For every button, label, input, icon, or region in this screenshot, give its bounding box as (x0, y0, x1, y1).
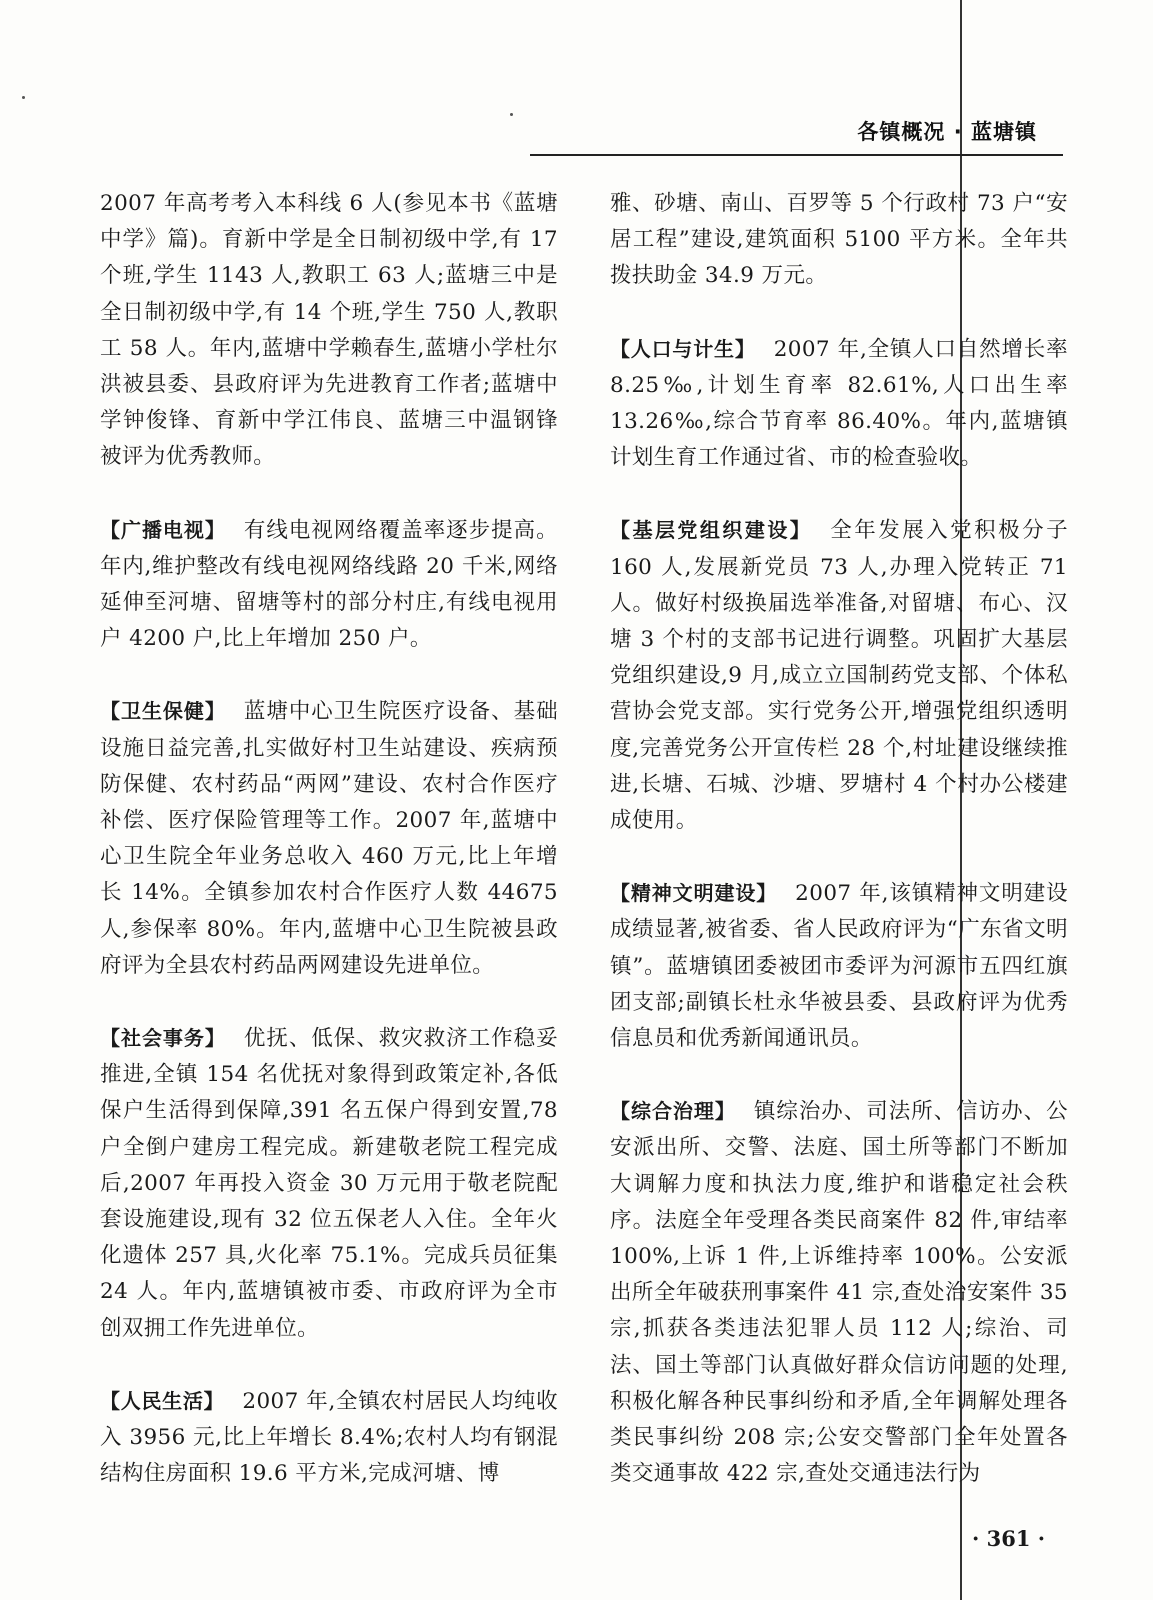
paragraph-text: 蓝塘中心卫生院医疗设备、基础设施日益完善,扎实做好村卫生站建设、疾病预防保健、农村药品“两网”建设、农村合作医疗补偿、医疗保险管理等工作。2007 年,蓝塘中心卫生院全年业务总收入 460 万元,比上年增长 14%。全镇参加农村合作医疗人数 44675 人,参保率 80%。年内,蓝塘中心卫生院被县政府评为全县农村药品两网建设先进单位。 (100, 699, 558, 978)
paragraph-people-living (100, 1383, 558, 1493)
page-number: · 361 · (972, 1526, 1046, 1551)
left-column (100, 186, 558, 1493)
section-heading: 【基层党组织建设】 (610, 518, 813, 543)
paragraph-text: 镇综治办、司法所、信访办、公安派出所、交警、法庭、国土所等部门不断加大调解力度和执法力度,维护和谐稳定社会秩序。法庭全年受理各类民商案件 82 件,审结率 100%,上诉 1 件,上诉维持率 100%。公安派出所全年破获刑事案件 41 宗,查处治安案件 35 宗,抓获各类违法犯罪人员 112 人;综治、司法、国土等部门认真做好群众信访问题的处理,积极化解各种民事纠纷和矛盾,全年调解处理各类民事纠纷 208 宗;公安交警部门全年处置各类交通事故 422 宗,查处交通违法行为 (610, 1099, 1068, 1487)
paragraph-text: 全年发展入党积极分子 160 人,发展新党员 73 人,办理入党转正 71 人。做好村级换届选举准备,对留塘、布心、汉塘 3 个村的支部书记进行调整。巩固扩大基层党组织建设,9 月,成立立国制药党支部、个体私营协会党支部。实行党务公开,增强党组织透明度,完善党务公开宣传栏 28 个,村址建设继续推进,长塘、石城、沙塘、罗塘村 4 个村办公楼建成使用。 (610, 518, 1068, 834)
scan-speck (510, 113, 513, 116)
paragraph-housing-continued (610, 186, 1068, 295)
section-heading: 【精神文明建设】 (610, 881, 778, 906)
section-heading: 【人口与计生】 (610, 336, 756, 361)
paragraph-health-care (100, 693, 558, 984)
header-title: 各镇概况 · 蓝塘镇 (857, 120, 1037, 144)
paragraph-text: 有线电视网络覆盖率逐步提高。年内,维护整改有线电视网络线路 20 千米,网络延伸至河塘、留塘等村的部分村庄,有线电视用户 4200 户,比上年增加 250 户。 (100, 517, 558, 652)
paragraph-text: 优抚、低保、救灾救济工作稳妥推进,全镇 154 名优抚对象得到政策定补,各低保户生活得到保障,391 名五保户得到安置,78 户全倒户建房工程完成。新建敬老院工程完成后,2007 年再投入资金 30 万元用于敬老院配套设施建设,现有 32 位五保老人入住。全年火化遗体 257 具,火化率 75.1%。完成兵员征集 24 人。年内,蓝塘镇被市委、市政府评为全市创双拥工作先进单位。 (100, 1026, 558, 1341)
section-heading: 【卫生保健】 (100, 699, 226, 724)
paragraph-text: 雅、砂塘、南山、百罗等 5 个行政村 73 户“安居工程”建设,建筑面积 5100 平方米。全年共拨扶助金 34.9 万元。 (610, 191, 1068, 289)
right-column (610, 186, 1068, 1493)
paragraph-party-building (610, 512, 1068, 839)
paragraph-text: 2007 年,该镇精神文明建设成绩显著,被省委、省人民政府评为“广东省文明镇”。蓝塘镇团委被团市委评为河源市五四红旗团支部;副镇长杜永华被县委、县政府评为优秀信息员和优秀新闻通讯员。 (610, 881, 1069, 1052)
section-heading: 【综合治理】 (610, 1099, 736, 1124)
paragraph-social-affairs (100, 1020, 558, 1347)
paragraph-broadcast-tv (100, 512, 558, 658)
paragraph-spiritual-civilization (610, 875, 1068, 1057)
section-heading: 【人民生活】 (100, 1388, 225, 1413)
paragraph-text: 2007 年,全镇农村居民人均纯收入 3956 元,比上年增长 8.4%;农村人均有钢混结构住房面积 19.6 平方米,完成河塘、博 (100, 1388, 558, 1487)
paragraph-comprehensive-governance (610, 1093, 1068, 1492)
running-header (530, 108, 1063, 156)
scan-speck (22, 96, 25, 99)
paragraph-text: 2007 年,全镇人口自然增长率 8.25‰,计划生育率 82.61%,人口出生率 13.26‰,综合节育率 86.40%。年内,蓝塘镇计划生育工作通过省、市的检查验收。 (610, 336, 1068, 471)
paragraph-population-planning (610, 331, 1068, 477)
section-heading: 【广播电视】 (100, 517, 226, 542)
section-heading: 【社会事务】 (100, 1026, 226, 1051)
paragraph-education (100, 186, 558, 476)
paragraph-text: 2007 年高考考入本科线 6 人(参见本书《蓝塘中学》篇)。育新中学是全日制初级中学,有 17 个班,学生 1143 人,教职工 63 人;蓝塘三中是全日制初级中学,有 14 个班,学生 750 人,教职工 58 人。年内,蓝塘中学赖春生,蓝塘小学杜尔洪被县委、县政府评为先进教育工作者;蓝塘中学钟俊锋、育新中学江伟良、蓝塘三中温钢锋被评为优秀教师。 (100, 191, 558, 470)
